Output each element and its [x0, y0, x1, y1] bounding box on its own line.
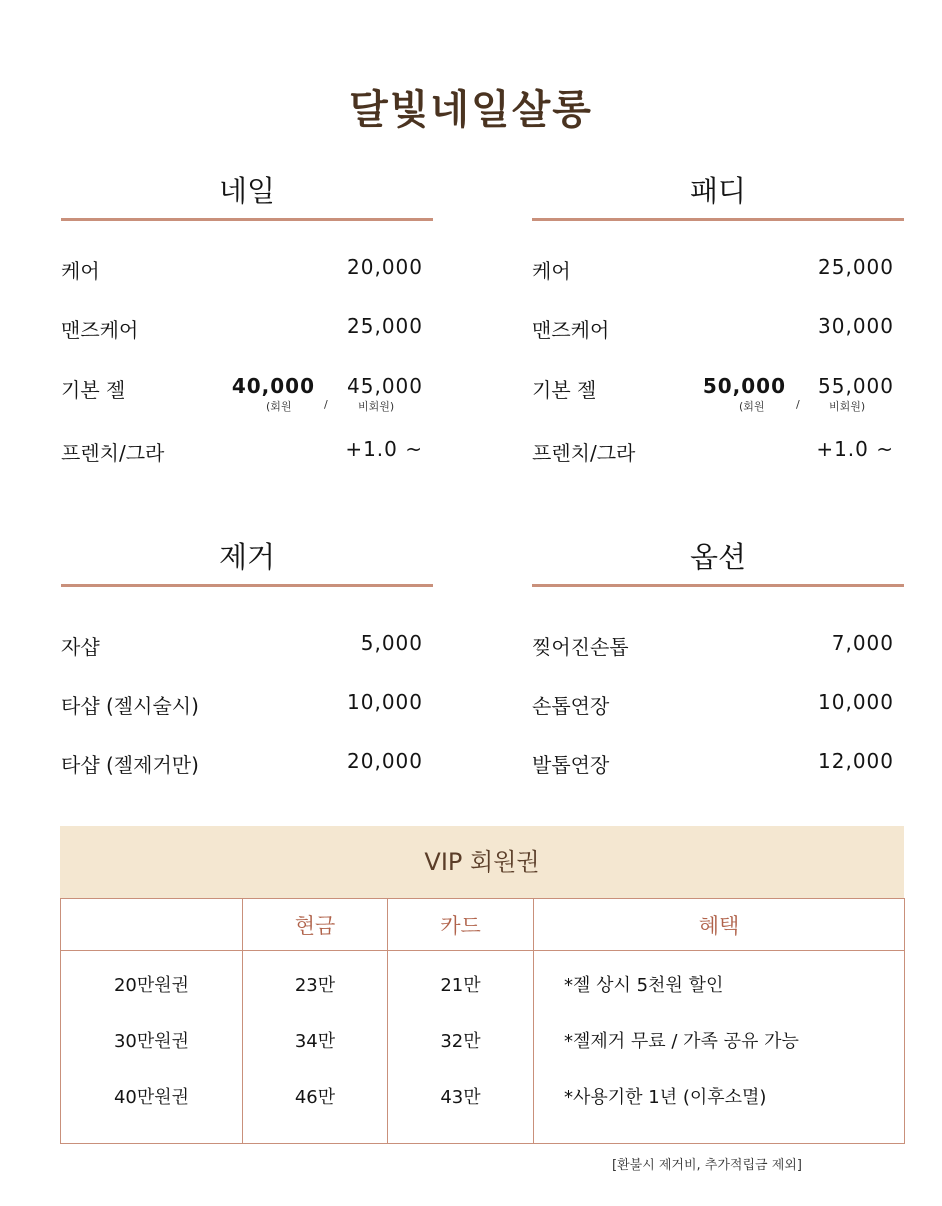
pedi-divider [532, 218, 904, 221]
salon-title: 달빛네일살롱 [349, 87, 593, 133]
item-name: 손톱연장 [532, 694, 610, 718]
item-price: 25,000 [818, 255, 894, 279]
pedi-gel-row [532, 374, 904, 414]
item-name: 프렌치/그라 [61, 441, 165, 465]
card-cell [388, 951, 534, 1144]
item-name: 프렌치/그라 [532, 441, 636, 465]
nail-heading: 네일 [218, 174, 276, 208]
removal-other-only-row [61, 749, 433, 789]
item-price: 10,000 [347, 690, 423, 714]
pedi-section [532, 170, 904, 221]
removal-section [61, 536, 433, 587]
card-price: 21만 [440, 975, 481, 996]
nonmember-label: 비회원) [829, 400, 866, 413]
pedi-french-row [532, 437, 904, 477]
item-price: 10,000 [818, 690, 894, 714]
cash-cell [243, 951, 388, 1144]
header-cash: 현금 [243, 899, 388, 951]
item-name: 발톱연장 [532, 753, 610, 777]
item-price: 12,000 [818, 749, 894, 773]
option-divider [532, 584, 904, 587]
item-name: 타샵 (젤시술시) [61, 694, 199, 718]
item-name: 타샵 (젤제거만) [61, 753, 199, 777]
tier-name: 40만원권 [113, 1087, 190, 1108]
card-price: 32만 [440, 1031, 481, 1052]
item-name: 맨즈케어 [61, 318, 139, 342]
benefit-item: *사용기한 1년 (이후소멸) [564, 1087, 767, 1108]
pedi-mens-row [532, 314, 904, 354]
tier-name: 30만원권 [113, 1031, 190, 1052]
tier-name-cell [61, 951, 243, 1144]
item-name: 자샵 [61, 635, 100, 659]
refund-note: [환불시 제거비, 추가적립금 제외] [612, 1158, 802, 1173]
benefit-item: *젤 상시 5천원 할인 [564, 975, 724, 996]
item-price: +1.0 ~ [345, 437, 423, 461]
benefit-cell [534, 951, 905, 1144]
removal-other-with-row [61, 690, 433, 730]
cash-price: 46만 [294, 1087, 336, 1108]
item-price: 55,000 [818, 374, 894, 398]
pedi-heading: 패디 [689, 174, 747, 208]
option-section [532, 536, 904, 587]
option-hand-ext-row [532, 690, 904, 730]
nail-care-row [61, 255, 433, 295]
removal-divider [61, 584, 433, 587]
nail-divider [61, 218, 433, 221]
nail-gel-row [61, 374, 433, 414]
header-blank [61, 899, 243, 951]
benefit-item: *젤제거 무료 / 가족 공유 가능 [564, 1031, 799, 1052]
label-slash: / [796, 398, 800, 411]
item-price: 7,000 [831, 631, 894, 655]
member-price: 50,000 [702, 374, 786, 398]
member-price: 40,000 [231, 374, 315, 398]
option-heading: 옵션 [689, 540, 747, 574]
item-price: 30,000 [818, 314, 894, 338]
item-name: 케어 [532, 259, 571, 283]
item-name: 케어 [61, 259, 100, 283]
item-price: 25,000 [347, 314, 423, 338]
vip-table [60, 898, 905, 1144]
nail-section [61, 170, 433, 221]
nail-mens-row [61, 314, 433, 354]
item-name: 맨즈케어 [532, 318, 610, 342]
label-slash: / [324, 398, 328, 411]
vip-body-row [61, 951, 905, 1144]
item-name: 기본 젤 [61, 378, 126, 402]
item-price: +1.0 ~ [816, 437, 894, 461]
item-price: 5,000 [360, 631, 423, 655]
option-torn-row [532, 631, 904, 671]
cash-price: 34만 [294, 1031, 336, 1052]
member-label: (회원 [739, 400, 765, 413]
nonmember-label: 비회원) [358, 400, 395, 413]
item-price: 20,000 [347, 255, 423, 279]
vip-header-row [61, 899, 905, 951]
vip-title-band: VIP 회원권 [60, 826, 904, 898]
removal-heading: 제거 [218, 540, 276, 574]
card-price: 43만 [440, 1087, 481, 1108]
item-name: 기본 젤 [532, 378, 597, 402]
item-name: 찢어진손톱 [532, 635, 629, 659]
option-foot-ext-row [532, 749, 904, 789]
item-price: 20,000 [347, 749, 423, 773]
header-benefit: 혜택 [534, 899, 905, 951]
nail-french-row [61, 437, 433, 477]
header-card: 카드 [388, 899, 534, 951]
member-label: (회원 [266, 400, 292, 413]
removal-self-row [61, 631, 433, 671]
pedi-care-row [532, 255, 904, 295]
tier-name: 20만원권 [113, 975, 190, 996]
item-price: 45,000 [347, 374, 423, 398]
cash-price: 23만 [294, 975, 336, 996]
